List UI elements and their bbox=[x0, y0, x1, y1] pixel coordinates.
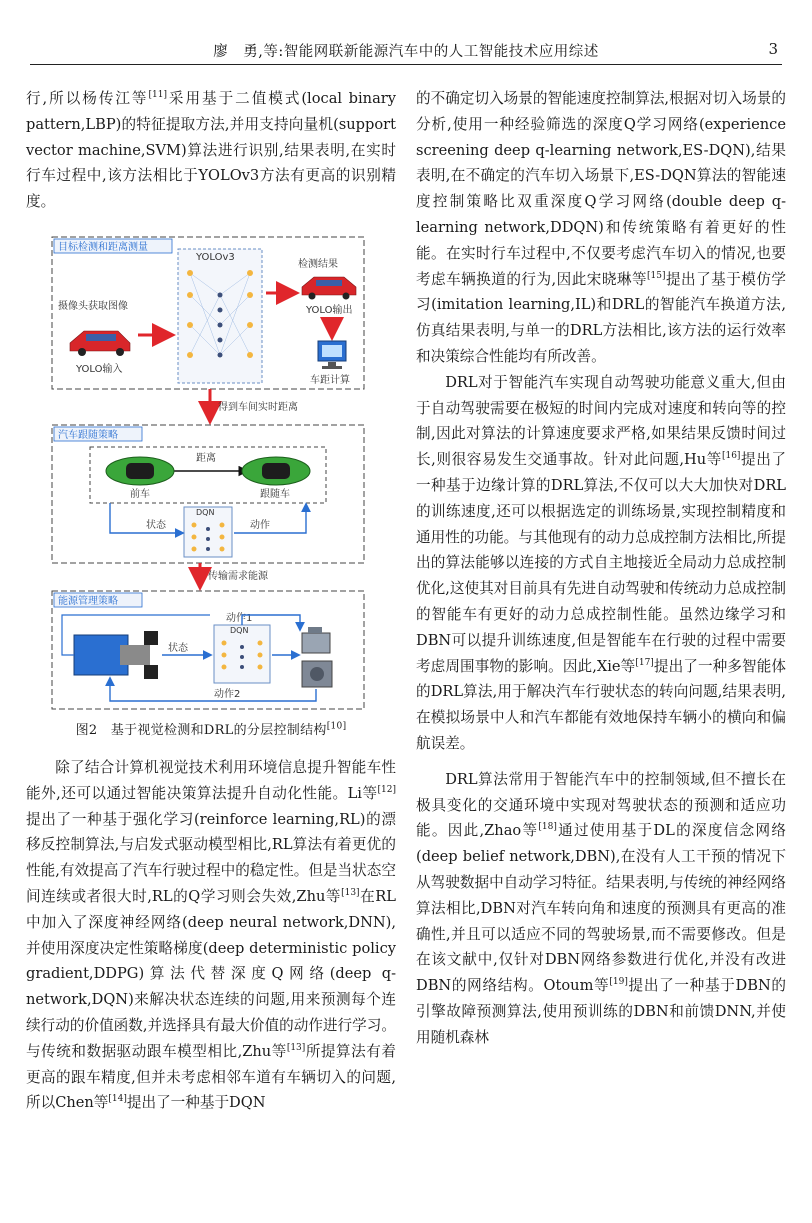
dqn-label-2: DQN bbox=[230, 625, 249, 635]
engine-component-2 bbox=[302, 661, 332, 687]
right-paragraph-1: 的不确定切入场景的智能速度控制算法,根据对切入场景的分析,使用一种经验筛选的深度Q学习网络(experience screening deep q-learning network,ES-DQN),结果表明,在不确定的汽车切入场景下,ES-DQN算法的智能速度控制策略比双重深度Q学习网络(double deep q-learning network,DDQN)和传统策略有着更好的性能。在实时行车过程中,不仅要考虑汽车切入的情况,也要考虑车辆换道的行为,因此宋晓琳等[15]提出了基于模仿学习(imitation learning,IL)和DRL的智能汽车换道方法,仿真结果表明,与单一的DRL方法相比,该方法的运行效率和决策综合性能均有所改善。 bbox=[416, 90, 786, 365]
figure-2 bbox=[50, 235, 366, 713]
action1-label: 动作1 bbox=[226, 612, 253, 624]
page-number: 3 bbox=[768, 40, 778, 58]
section-following-label: 汽车跟随策略 bbox=[58, 429, 118, 441]
arrow-realtime-distance-label: 得到车间实时距离 bbox=[218, 401, 298, 413]
front-car bbox=[106, 457, 174, 485]
left-paragraph-2: 除了结合计算机视觉技术利用环境信息提升智能车性能外,还可以通过智能决策算法提升自动化性能。Li等[12]提出了一种基于强化学习(reinforce learning,RL)的漂移反控制算法,与启发式驱动模型相比,RL算法有着更优的性能,有效提高了汽车行驶过程中的稳定性。但是当状态空间连续或者很大时,RL的Q学习则会失效,Zhu等[13]在RL中加入了深度神经网络(deep neural network,DNN),并使用深度决定性策略梯度(deep deterministic policy gradient,DDPG)算法代替深度Q网络(deep q-network,DQN)来解决状态连续的问题,用来预测每个连续行动的价值函数,并选择具有最大价值的动作进行学习。与传统和数据驱动跟车模型相比,Zhu等[13]所提算法有着更高的跟车精度,但并未考虑相邻车道有车辆切入的问题,所以Chen等[14]提出了一种基于DQN bbox=[26, 758, 396, 1112]
camera-image-label: 摄像头获取图像 bbox=[58, 300, 128, 312]
right-paragraph-2: DRL对于智能汽车实现自动驾驶功能意义重大,但由于自动驾驶需要在极短的时间内完成对速度和转向等的控制,因此对算法的计算速度要求严格,如果结果反馈时间过长,则很容易发生交通事故。针对此问题,Hu等[16]提出了一种基于边缘计算的DRL算法,不仅可以大大加快对DRL的训练速度,还可以根据选定的训练场景,实现控制精度和通用性的功能。与其他现有的动力总成控制方法相比,所提出的算法能够以连接的方式自主地接近全局动力总成控制优化,这使其对目前具有先进自动驾驶和传统动力总成控制的智能车有更好的动力总成控制性能。虽然边缘学习和DBN可以提升训练速度,但是智能车在行驶的过程中需要考虑周围事物的影响。因此,Xie等[17]提出了一种多智能体的DRL算法,用于解决汽车行驶状态的转向问题,结果表明,在模拟场景中人和汽车都能有效地保持车辆小的横向和偏航误差。 bbox=[416, 373, 786, 752]
follow-car bbox=[242, 457, 310, 485]
vehicle-chassis bbox=[74, 631, 158, 679]
state-label-2: 状态 bbox=[168, 642, 188, 654]
front-car-label: 前车 bbox=[130, 488, 150, 500]
dqn-label-1: DQN bbox=[196, 507, 215, 517]
figure-caption: 图2 基于视觉检测和DRL的分层控制结构[10] bbox=[75, 721, 347, 738]
distance-calc-label: 车距计算 bbox=[310, 374, 350, 386]
section-energy-label: 能源管理策略 bbox=[58, 595, 118, 607]
yolov3-label: YOLOv3 bbox=[196, 251, 235, 263]
distance-label: 距离 bbox=[196, 452, 216, 464]
arrow-energy-demand-label: 传输需求能源 bbox=[208, 570, 268, 582]
section-detection-label: 目标检测和距离测量 bbox=[58, 241, 148, 253]
follow-car-label: 跟随车 bbox=[260, 488, 290, 500]
hierarchical-control-diagram bbox=[50, 235, 366, 713]
running-header bbox=[30, 36, 782, 65]
yolo-input-label: YOLO输入 bbox=[76, 363, 123, 375]
running-title: 廖 勇,等:智能网联新能源汽车中的人工智能技术应用综述 bbox=[213, 44, 599, 60]
yolo-output-label: YOLO输出 bbox=[306, 304, 353, 316]
action2-label: 动作2 bbox=[214, 688, 241, 700]
right-paragraph-3: DRL算法常用于智能汽车中的控制领域,但不擅长在极具变化的交通环境中实现对驾驶状态的预测和适应功能。因此,Zhao等[18]通过使用基于DL的深度信念网络(deep belief network,DBN),在没有人工干预的情况下从驾驶数据中自动学习特征。结果表明,与传统的神经网络算法相比,DBN对汽车转向角和速度的预测具有更高的准确性,并且可以适应不同的驾驶场景,而不需要修改。但是在该文献中,仅针对DBN网络参数进行优化,并没有改进DBN的网络结构。Otoum等[19]提出了一种基于DBN的引擎故障预测算法,使用预训练的DBN和前馈DNN,并使用随机森林 bbox=[416, 770, 786, 1046]
action-label-1: 动作 bbox=[250, 519, 270, 531]
state-label-1: 状态 bbox=[146, 519, 166, 531]
detection-result-label: 检测结果 bbox=[298, 258, 338, 270]
left-paragraph-1: 行,所以杨传江等[11]采用基于二值模式(local binary pattern,LBP)的特征提取方法,并用支持向量机(support vector machine,SVM)算法进行识别,结果表明,在实时行车过程中,该方法相比于YOLOv3方法有更高的识别精度。 bbox=[26, 90, 396, 211]
right-column bbox=[416, 86, 786, 1050]
left-column bbox=[26, 86, 396, 1116]
